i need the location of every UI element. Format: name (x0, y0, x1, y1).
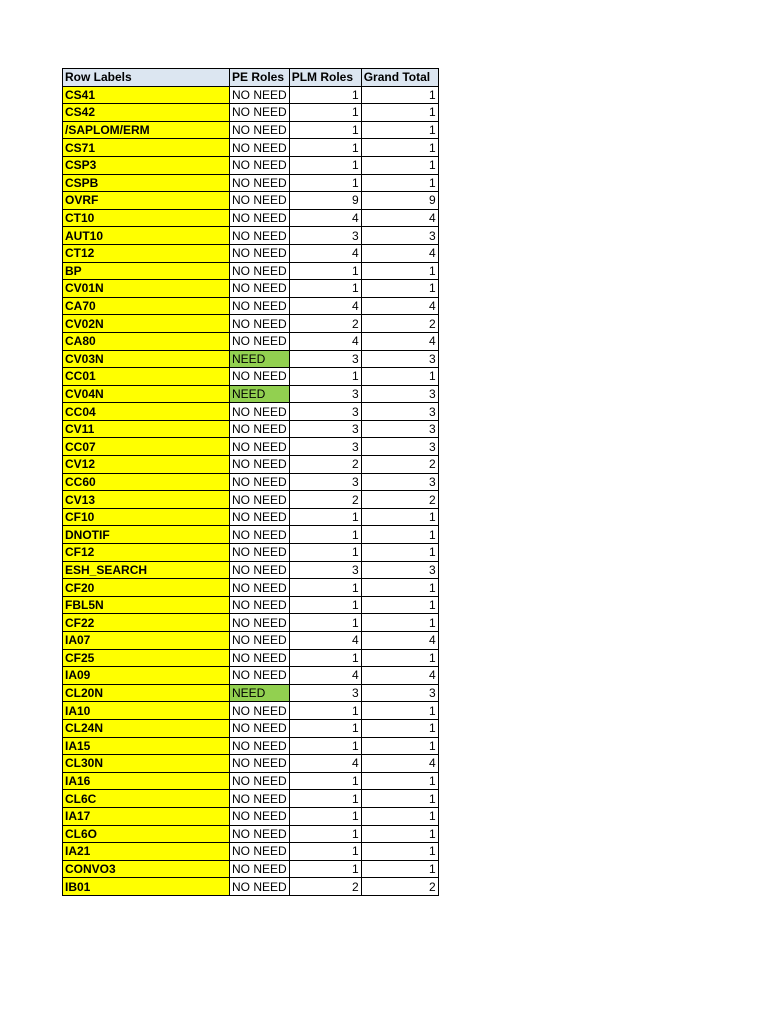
grand-total-cell: 4 (361, 755, 438, 773)
plm-roles-cell: 1 (289, 526, 361, 544)
table-row (63, 174, 439, 192)
pe-roles-cell: NEED (230, 385, 290, 403)
table-row (63, 649, 439, 667)
grand-total-cell: 1 (361, 544, 438, 562)
plm-roles-cell: 4 (289, 244, 361, 262)
row-label-cell: IB01 (63, 878, 230, 896)
row-label-cell: DNOTIF (63, 526, 230, 544)
plm-roles-cell: 1 (289, 174, 361, 192)
pe-roles-cell: NO NEED (230, 244, 290, 262)
plm-roles-cell: 2 (289, 456, 361, 474)
plm-roles-cell: 1 (289, 121, 361, 139)
row-label-cell: CONVO3 (63, 860, 230, 878)
table-row (63, 156, 439, 174)
row-label-cell: AUT10 (63, 227, 230, 245)
row-label-cell: /SAPLOM/ERM (63, 121, 230, 139)
pe-roles-cell: NO NEED (230, 262, 290, 280)
grand-total-cell: 2 (361, 878, 438, 896)
row-label-cell: FBL5N (63, 596, 230, 614)
plm-roles-cell: 1 (289, 860, 361, 878)
table-row (63, 596, 439, 614)
plm-roles-cell: 1 (289, 544, 361, 562)
grand-total-cell: 3 (361, 438, 438, 456)
grand-total-cell: 1 (361, 843, 438, 861)
plm-roles-cell: 4 (289, 297, 361, 315)
table-row (63, 121, 439, 139)
table-row (63, 825, 439, 843)
grand-total-cell: 4 (361, 332, 438, 350)
plm-roles-cell: 3 (289, 420, 361, 438)
plm-roles-cell: 4 (289, 209, 361, 227)
row-label-cell: CF12 (63, 544, 230, 562)
row-label-cell: CF25 (63, 649, 230, 667)
grand-total-cell: 1 (361, 772, 438, 790)
grand-total-cell: 2 (361, 456, 438, 474)
row-label-cell: CA70 (63, 297, 230, 315)
row-label-cell: BP (63, 262, 230, 280)
plm-roles-cell: 4 (289, 755, 361, 773)
pe-roles-cell: NO NEED (230, 121, 290, 139)
plm-roles-cell: 3 (289, 385, 361, 403)
plm-roles-cell: 4 (289, 667, 361, 685)
plm-roles-cell: 1 (289, 139, 361, 157)
row-label-cell: CV12 (63, 456, 230, 474)
grand-total-cell: 1 (361, 526, 438, 544)
row-label-cell: IA16 (63, 772, 230, 790)
row-label-cell: CL6O (63, 825, 230, 843)
pe-roles-cell: NO NEED (230, 772, 290, 790)
table-row (63, 807, 439, 825)
grand-total-cell: 1 (361, 86, 438, 104)
pe-roles-cell: NO NEED (230, 719, 290, 737)
grand-total-cell: 1 (361, 262, 438, 280)
pe-roles-cell: NO NEED (230, 508, 290, 526)
table-row (63, 579, 439, 597)
row-label-cell: CL20N (63, 684, 230, 702)
table-row (63, 244, 439, 262)
row-label-cell: IA10 (63, 702, 230, 720)
grand-total-cell: 1 (361, 825, 438, 843)
plm-roles-cell: 1 (289, 368, 361, 386)
pivot-table (62, 68, 439, 896)
plm-roles-cell: 4 (289, 332, 361, 350)
plm-roles-cell: 1 (289, 262, 361, 280)
row-label-cell: CS71 (63, 139, 230, 157)
grand-total-cell: 4 (361, 667, 438, 685)
table-row (63, 544, 439, 562)
plm-roles-cell: 3 (289, 473, 361, 491)
pe-roles-cell: NEED (230, 350, 290, 368)
grand-total-cell: 1 (361, 719, 438, 737)
plm-roles-cell: 2 (289, 315, 361, 333)
header-row-labels: Row Labels (63, 69, 230, 87)
pivot-body (63, 86, 439, 895)
pe-roles-cell: NO NEED (230, 807, 290, 825)
pe-roles-cell: NO NEED (230, 403, 290, 421)
row-label-cell: CV13 (63, 491, 230, 509)
row-label-cell: CC07 (63, 438, 230, 456)
row-label-cell: CL6C (63, 790, 230, 808)
row-label-cell: CV03N (63, 350, 230, 368)
plm-roles-cell: 1 (289, 737, 361, 755)
grand-total-cell: 4 (361, 244, 438, 262)
row-label-cell: CL30N (63, 755, 230, 773)
row-label-cell: CV02N (63, 315, 230, 333)
header-pe-roles: PE Roles (230, 69, 290, 87)
plm-roles-cell: 1 (289, 702, 361, 720)
row-label-cell: ESH_SEARCH (63, 561, 230, 579)
pe-roles-cell: NO NEED (230, 420, 290, 438)
grand-total-cell: 1 (361, 174, 438, 192)
pe-roles-cell: NO NEED (230, 649, 290, 667)
table-row (63, 104, 439, 122)
row-label-cell: CSPB (63, 174, 230, 192)
plm-roles-cell: 1 (289, 772, 361, 790)
plm-roles-cell: 1 (289, 649, 361, 667)
grand-total-cell: 1 (361, 156, 438, 174)
pe-roles-cell: NO NEED (230, 368, 290, 386)
plm-roles-cell: 1 (289, 280, 361, 298)
pe-roles-cell: NO NEED (230, 596, 290, 614)
grand-total-cell: 1 (361, 860, 438, 878)
row-label-cell: CC01 (63, 368, 230, 386)
row-label-cell: CS42 (63, 104, 230, 122)
row-label-cell: CT10 (63, 209, 230, 227)
pe-roles-cell: NO NEED (230, 579, 290, 597)
pe-roles-cell: NO NEED (230, 737, 290, 755)
pe-roles-cell: NO NEED (230, 280, 290, 298)
row-label-cell: CT12 (63, 244, 230, 262)
grand-total-cell: 1 (361, 649, 438, 667)
table-row (63, 332, 439, 350)
grand-total-cell: 1 (361, 280, 438, 298)
pe-roles-cell: NO NEED (230, 790, 290, 808)
grand-total-cell: 9 (361, 192, 438, 210)
table-row (63, 139, 439, 157)
row-label-cell: CF22 (63, 614, 230, 632)
pe-roles-cell: NO NEED (230, 491, 290, 509)
pe-roles-cell: NEED (230, 684, 290, 702)
table-row (63, 315, 439, 333)
plm-roles-cell: 2 (289, 491, 361, 509)
table-row (63, 385, 439, 403)
plm-roles-cell: 1 (289, 719, 361, 737)
grand-total-cell: 1 (361, 807, 438, 825)
table-row (63, 262, 439, 280)
row-label-cell: OVRF (63, 192, 230, 210)
grand-total-cell: 1 (361, 579, 438, 597)
pe-roles-cell: NO NEED (230, 104, 290, 122)
row-label-cell: IA15 (63, 737, 230, 755)
row-label-cell: CF10 (63, 508, 230, 526)
table-row (63, 368, 439, 386)
table-row (63, 438, 439, 456)
grand-total-cell: 2 (361, 315, 438, 333)
grand-total-cell: 1 (361, 702, 438, 720)
table-row (63, 561, 439, 579)
pe-roles-cell: NO NEED (230, 860, 290, 878)
plm-roles-cell: 1 (289, 790, 361, 808)
pe-roles-cell: NO NEED (230, 297, 290, 315)
table-row (63, 614, 439, 632)
grand-total-cell: 1 (361, 737, 438, 755)
grand-total-cell: 4 (361, 209, 438, 227)
pe-roles-cell: NO NEED (230, 192, 290, 210)
table-row (63, 280, 439, 298)
row-label-cell: IA21 (63, 843, 230, 861)
row-label-cell: CSP3 (63, 156, 230, 174)
grand-total-cell: 4 (361, 632, 438, 650)
grand-total-cell: 3 (361, 684, 438, 702)
grand-total-cell: 1 (361, 596, 438, 614)
pe-roles-cell: NO NEED (230, 139, 290, 157)
table-row (63, 297, 439, 315)
table-row (63, 192, 439, 210)
table-row (63, 702, 439, 720)
plm-roles-cell: 3 (289, 227, 361, 245)
row-label-cell: CS41 (63, 86, 230, 104)
pe-roles-cell: NO NEED (230, 843, 290, 861)
grand-total-cell: 1 (361, 614, 438, 632)
row-label-cell: CV04N (63, 385, 230, 403)
table-row (63, 878, 439, 896)
grand-total-cell: 1 (361, 368, 438, 386)
pe-roles-cell: NO NEED (230, 332, 290, 350)
pe-roles-cell: NO NEED (230, 702, 290, 720)
pe-roles-cell: NO NEED (230, 561, 290, 579)
pe-roles-cell: NO NEED (230, 227, 290, 245)
table-row (63, 227, 439, 245)
pe-roles-cell: NO NEED (230, 174, 290, 192)
row-label-cell: IA17 (63, 807, 230, 825)
pe-roles-cell: NO NEED (230, 825, 290, 843)
row-label-cell: CV01N (63, 280, 230, 298)
table-row (63, 508, 439, 526)
grand-total-cell: 3 (361, 403, 438, 421)
table-row (63, 790, 439, 808)
plm-roles-cell: 1 (289, 596, 361, 614)
table-row (63, 403, 439, 421)
pe-roles-cell: NO NEED (230, 438, 290, 456)
row-label-cell: CC04 (63, 403, 230, 421)
table-row (63, 526, 439, 544)
table-row (63, 843, 439, 861)
table-row (63, 860, 439, 878)
grand-total-cell: 1 (361, 104, 438, 122)
pe-roles-cell: NO NEED (230, 526, 290, 544)
pe-roles-cell: NO NEED (230, 473, 290, 491)
grand-total-cell: 3 (361, 420, 438, 438)
grand-total-cell: 3 (361, 561, 438, 579)
table-row (63, 632, 439, 650)
pe-roles-cell: NO NEED (230, 456, 290, 474)
table-row (63, 456, 439, 474)
grand-total-cell: 1 (361, 121, 438, 139)
pe-roles-cell: NO NEED (230, 209, 290, 227)
plm-roles-cell: 2 (289, 878, 361, 896)
pe-roles-cell: NO NEED (230, 544, 290, 562)
plm-roles-cell: 1 (289, 156, 361, 174)
grand-total-cell: 3 (361, 350, 438, 368)
row-label-cell: CL24N (63, 719, 230, 737)
plm-roles-cell: 3 (289, 350, 361, 368)
plm-roles-cell: 3 (289, 403, 361, 421)
table-row (63, 755, 439, 773)
plm-roles-cell: 1 (289, 86, 361, 104)
grand-total-cell: 1 (361, 790, 438, 808)
plm-roles-cell: 1 (289, 614, 361, 632)
plm-roles-cell: 1 (289, 508, 361, 526)
pe-roles-cell: NO NEED (230, 315, 290, 333)
table-row (63, 719, 439, 737)
row-label-cell: CA80 (63, 332, 230, 350)
table-row (63, 350, 439, 368)
plm-roles-cell: 1 (289, 579, 361, 597)
grand-total-cell: 3 (361, 385, 438, 403)
table-row (63, 667, 439, 685)
table-row (63, 473, 439, 491)
grand-total-cell: 1 (361, 508, 438, 526)
row-label-cell: CV11 (63, 420, 230, 438)
header-row (63, 69, 439, 87)
plm-roles-cell: 1 (289, 104, 361, 122)
table-row (63, 420, 439, 438)
table-row (63, 772, 439, 790)
header-plm-roles: PLM Roles (289, 69, 361, 87)
plm-roles-cell: 3 (289, 438, 361, 456)
pe-roles-cell: NO NEED (230, 632, 290, 650)
plm-roles-cell: 3 (289, 684, 361, 702)
pe-roles-cell: NO NEED (230, 86, 290, 104)
pe-roles-cell: NO NEED (230, 614, 290, 632)
grand-total-cell: 3 (361, 473, 438, 491)
plm-roles-cell: 1 (289, 843, 361, 861)
table-row (63, 86, 439, 104)
grand-total-cell: 3 (361, 227, 438, 245)
table-row (63, 209, 439, 227)
plm-roles-cell: 1 (289, 825, 361, 843)
row-label-cell: CF20 (63, 579, 230, 597)
row-label-cell: CC60 (63, 473, 230, 491)
row-label-cell: IA09 (63, 667, 230, 685)
header-grand-total: Grand Total (361, 69, 438, 87)
table-row (63, 684, 439, 702)
plm-roles-cell: 1 (289, 807, 361, 825)
grand-total-cell: 2 (361, 491, 438, 509)
table-row (63, 491, 439, 509)
grand-total-cell: 4 (361, 297, 438, 315)
grand-total-cell: 1 (361, 139, 438, 157)
table-row (63, 737, 439, 755)
pe-roles-cell: NO NEED (230, 755, 290, 773)
plm-roles-cell: 9 (289, 192, 361, 210)
plm-roles-cell: 4 (289, 632, 361, 650)
pe-roles-cell: NO NEED (230, 156, 290, 174)
plm-roles-cell: 3 (289, 561, 361, 579)
pe-roles-cell: NO NEED (230, 667, 290, 685)
pe-roles-cell: NO NEED (230, 878, 290, 896)
row-label-cell: IA07 (63, 632, 230, 650)
